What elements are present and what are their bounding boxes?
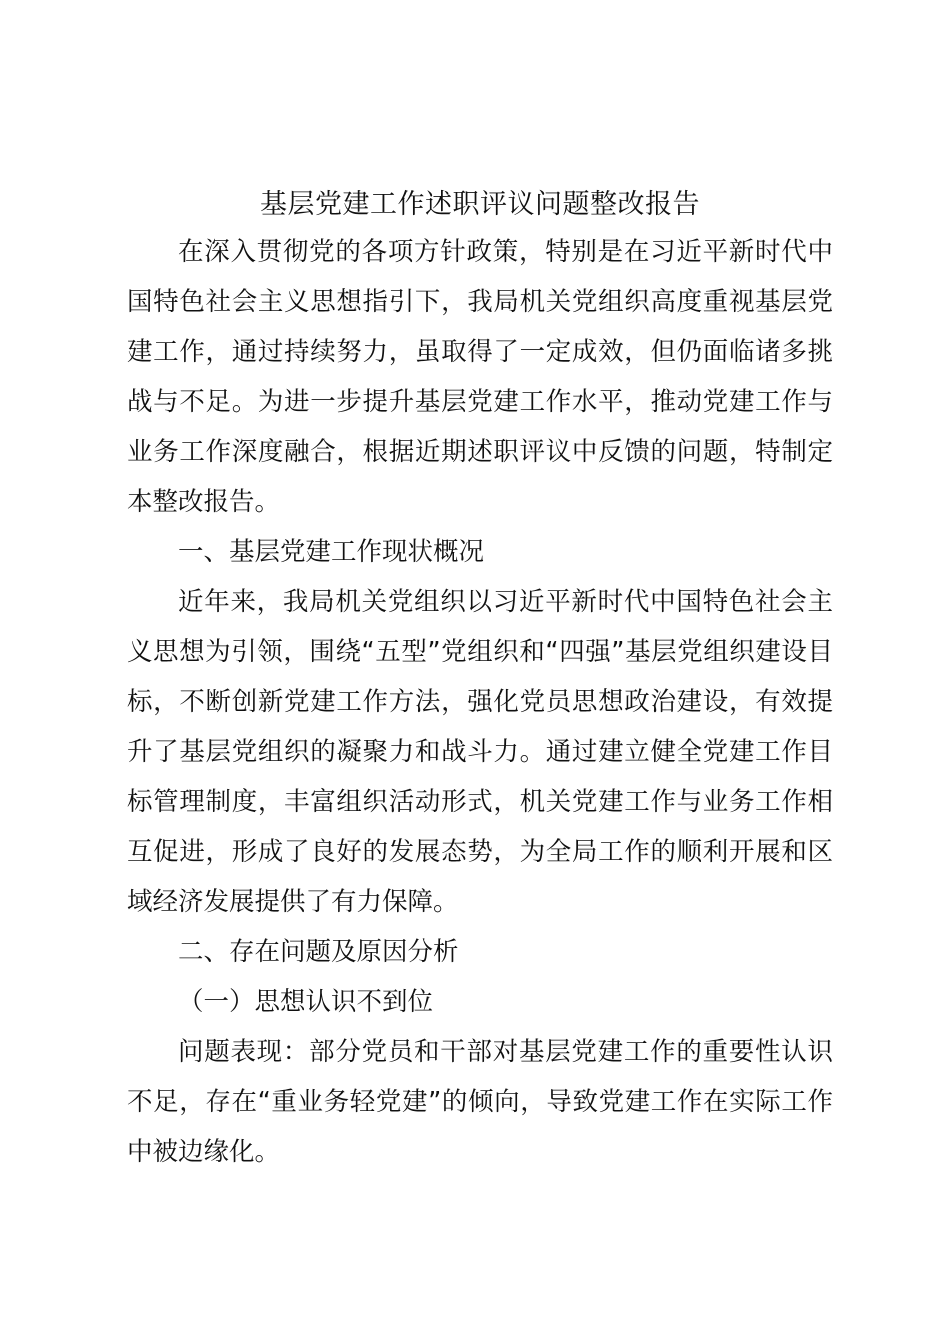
section-1-heading: 一、基层党建工作现状概况 — [178, 537, 485, 567]
document-title: 基层党建工作述职评议问题整改报告 — [260, 189, 700, 220]
section-1-paragraph: 近年来，我局机关党组织以习近平新时代中国特色社会主义思想为引领，围绕“五型”党组织和“四强”基层党组织建设目标，不断创新党建工作方法，强化党员思想政治建设，有效提升了基层党组织的凝聚力和战斗力。通过建立健全党建工作目标管理制度，丰富组织活动形式，机关党建工作与业务工作相互促进，形成了良好的发展态势，为全局工作的顺利开展和区域经济发展提供了有力保障。 — [127, 587, 833, 917]
subsection-1-heading: （一）思想认识不到位 — [178, 987, 434, 1017]
intro-paragraph: 在深入贯彻党的各项方针政策，特别是在习近平新时代中国特色社会主义思想指引下，我局机关党组织高度重视基层党建工作，通过持续努力，虽取得了一定成效，但仍面临诸多挑战与不足。为进一步提升基层党建工作水平，推动党建工作与业务工作深度融合，根据近期述职评议中反馈的问题，特制定本整改报告。 — [127, 237, 833, 517]
section-2-heading: 二、存在问题及原因分析 — [178, 937, 459, 967]
document-body — [127, 183, 833, 1177]
subsection-1-problem-paragraph: 问题表现：部分党员和干部对基层党建工作的重要性认识不足，存在“重业务轻党建”的倾向，导致党建工作在实际工作中被边缘化。 — [127, 1037, 833, 1167]
